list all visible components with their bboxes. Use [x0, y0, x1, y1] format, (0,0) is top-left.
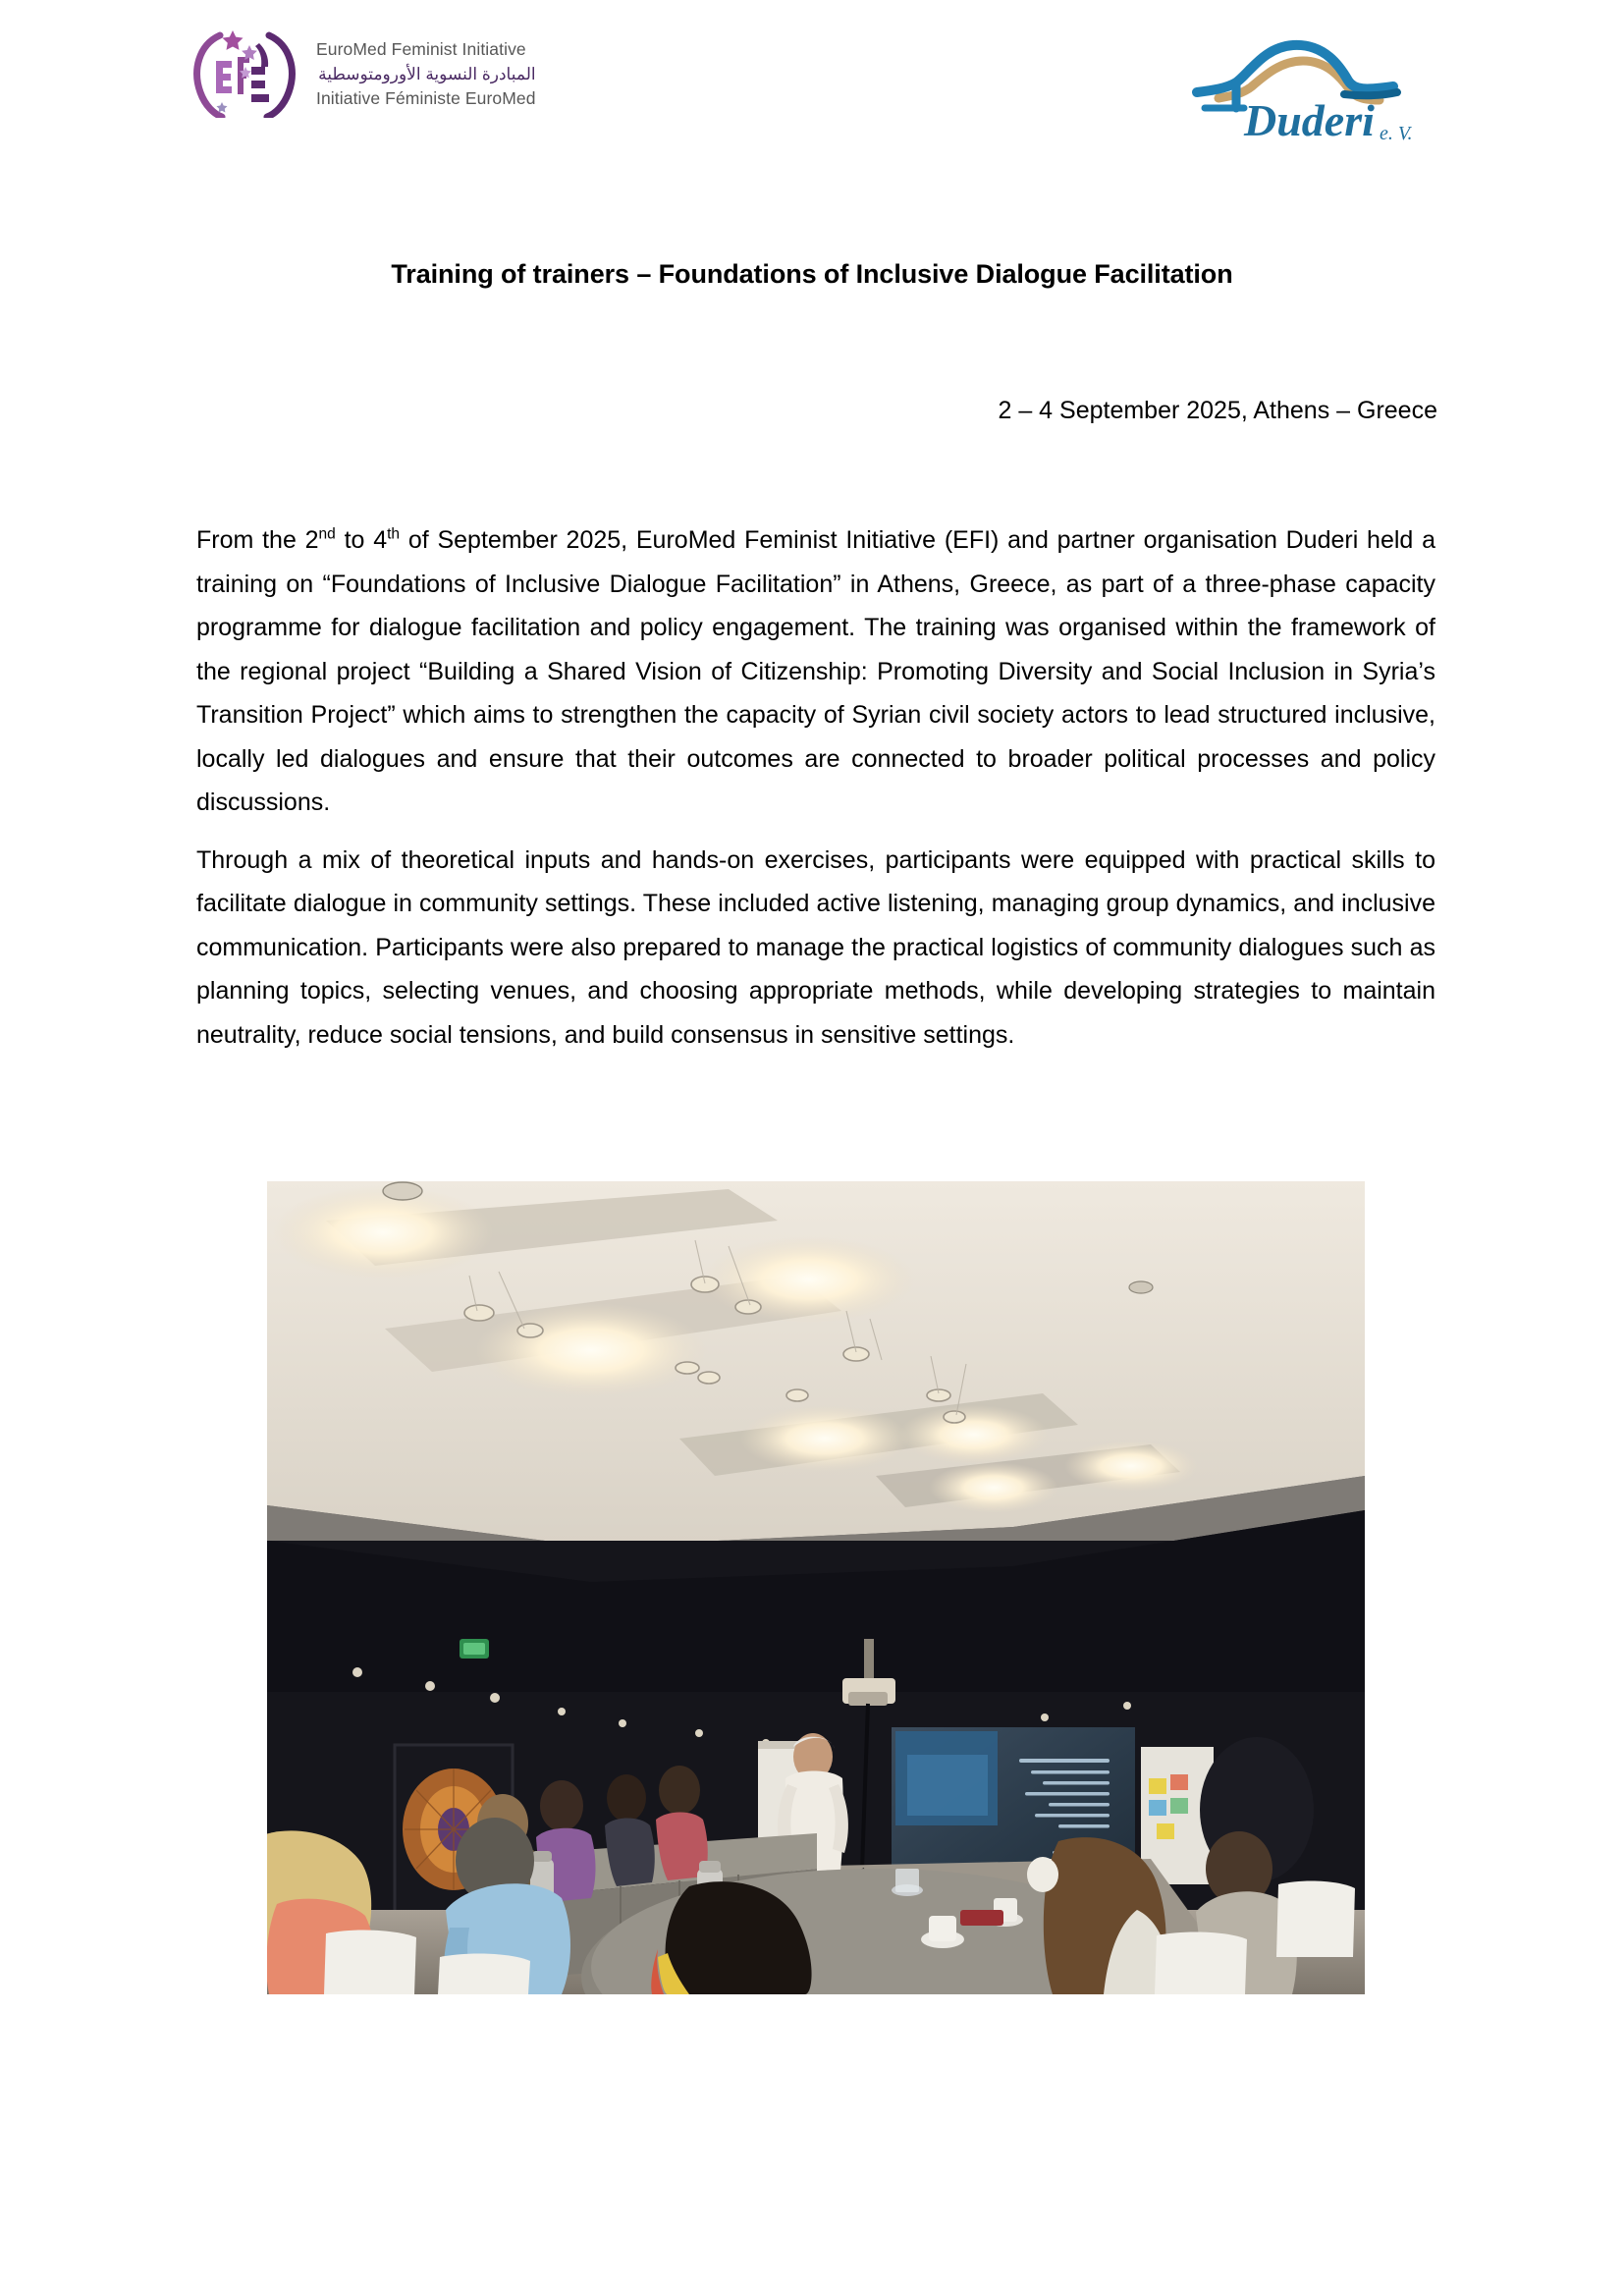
page-title: Training of trainers – Foundations of Inclusive Dialogue Facilitation [391, 259, 1233, 289]
efi-name-french: Initiative Féministe EuroMed [316, 88, 536, 109]
efi-monogram-icon [187, 27, 302, 118]
paragraph-intro: From the 2nd to 4th of September 2025, EuroMed Feminist Initiative (EFI) and partner organisation Duderi held a training on “Foundations of Inclusive Dialogue Facilitation” in Athens, Greece, as part of a three-phase capacity programme for dialogue facilitation and policy engagement. The training was organised within the framework of the regional project “Building a Shared Vision of Citizenship: Promoting Diversity and Social Inclusion in Syria’s Transition Project” which aims to strengthen the capacity of Syrian civil society actors to lead structured inclusive, locally led dialogues and ensure that their outcomes are connected to broader political processes and policy discussions. [196, 525, 1436, 816]
document-body [196, 518, 1435, 1070]
svg-text:e. V.: e. V. [1380, 123, 1413, 143]
duderi-logo [1187, 26, 1452, 143]
paragraph-content: Through a mix of theoretical inputs and hands-on exercises, participants were equipped with practical skills to facilitate dialogue in community settings. These included active listening, managing group dynamics, and inclusive communication. Participants were also prepared to manage the practical logistics of community dialogues such as planning topics, selecting venues, and choosing appropriate methods, while developing strategies to maintain neutrality, reduce social tensions, and build consensus in sensitive settings. [196, 845, 1435, 1049]
efi-name-english: EuroMed Feminist Initiative [316, 38, 526, 59]
efi-name-arabic: المبادرة النسوية الأورومتوسطية [318, 64, 536, 83]
efi-logo-text [316, 34, 536, 111]
document-header [0, 0, 1624, 172]
euromed-feminist-initiative-logo [187, 27, 536, 118]
training-photo [267, 1181, 1365, 1994]
svg-text:Duderi: Duderi [1244, 95, 1375, 143]
date-location-line: 2 – 4 September 2025, Athens – Greece [998, 397, 1437, 424]
